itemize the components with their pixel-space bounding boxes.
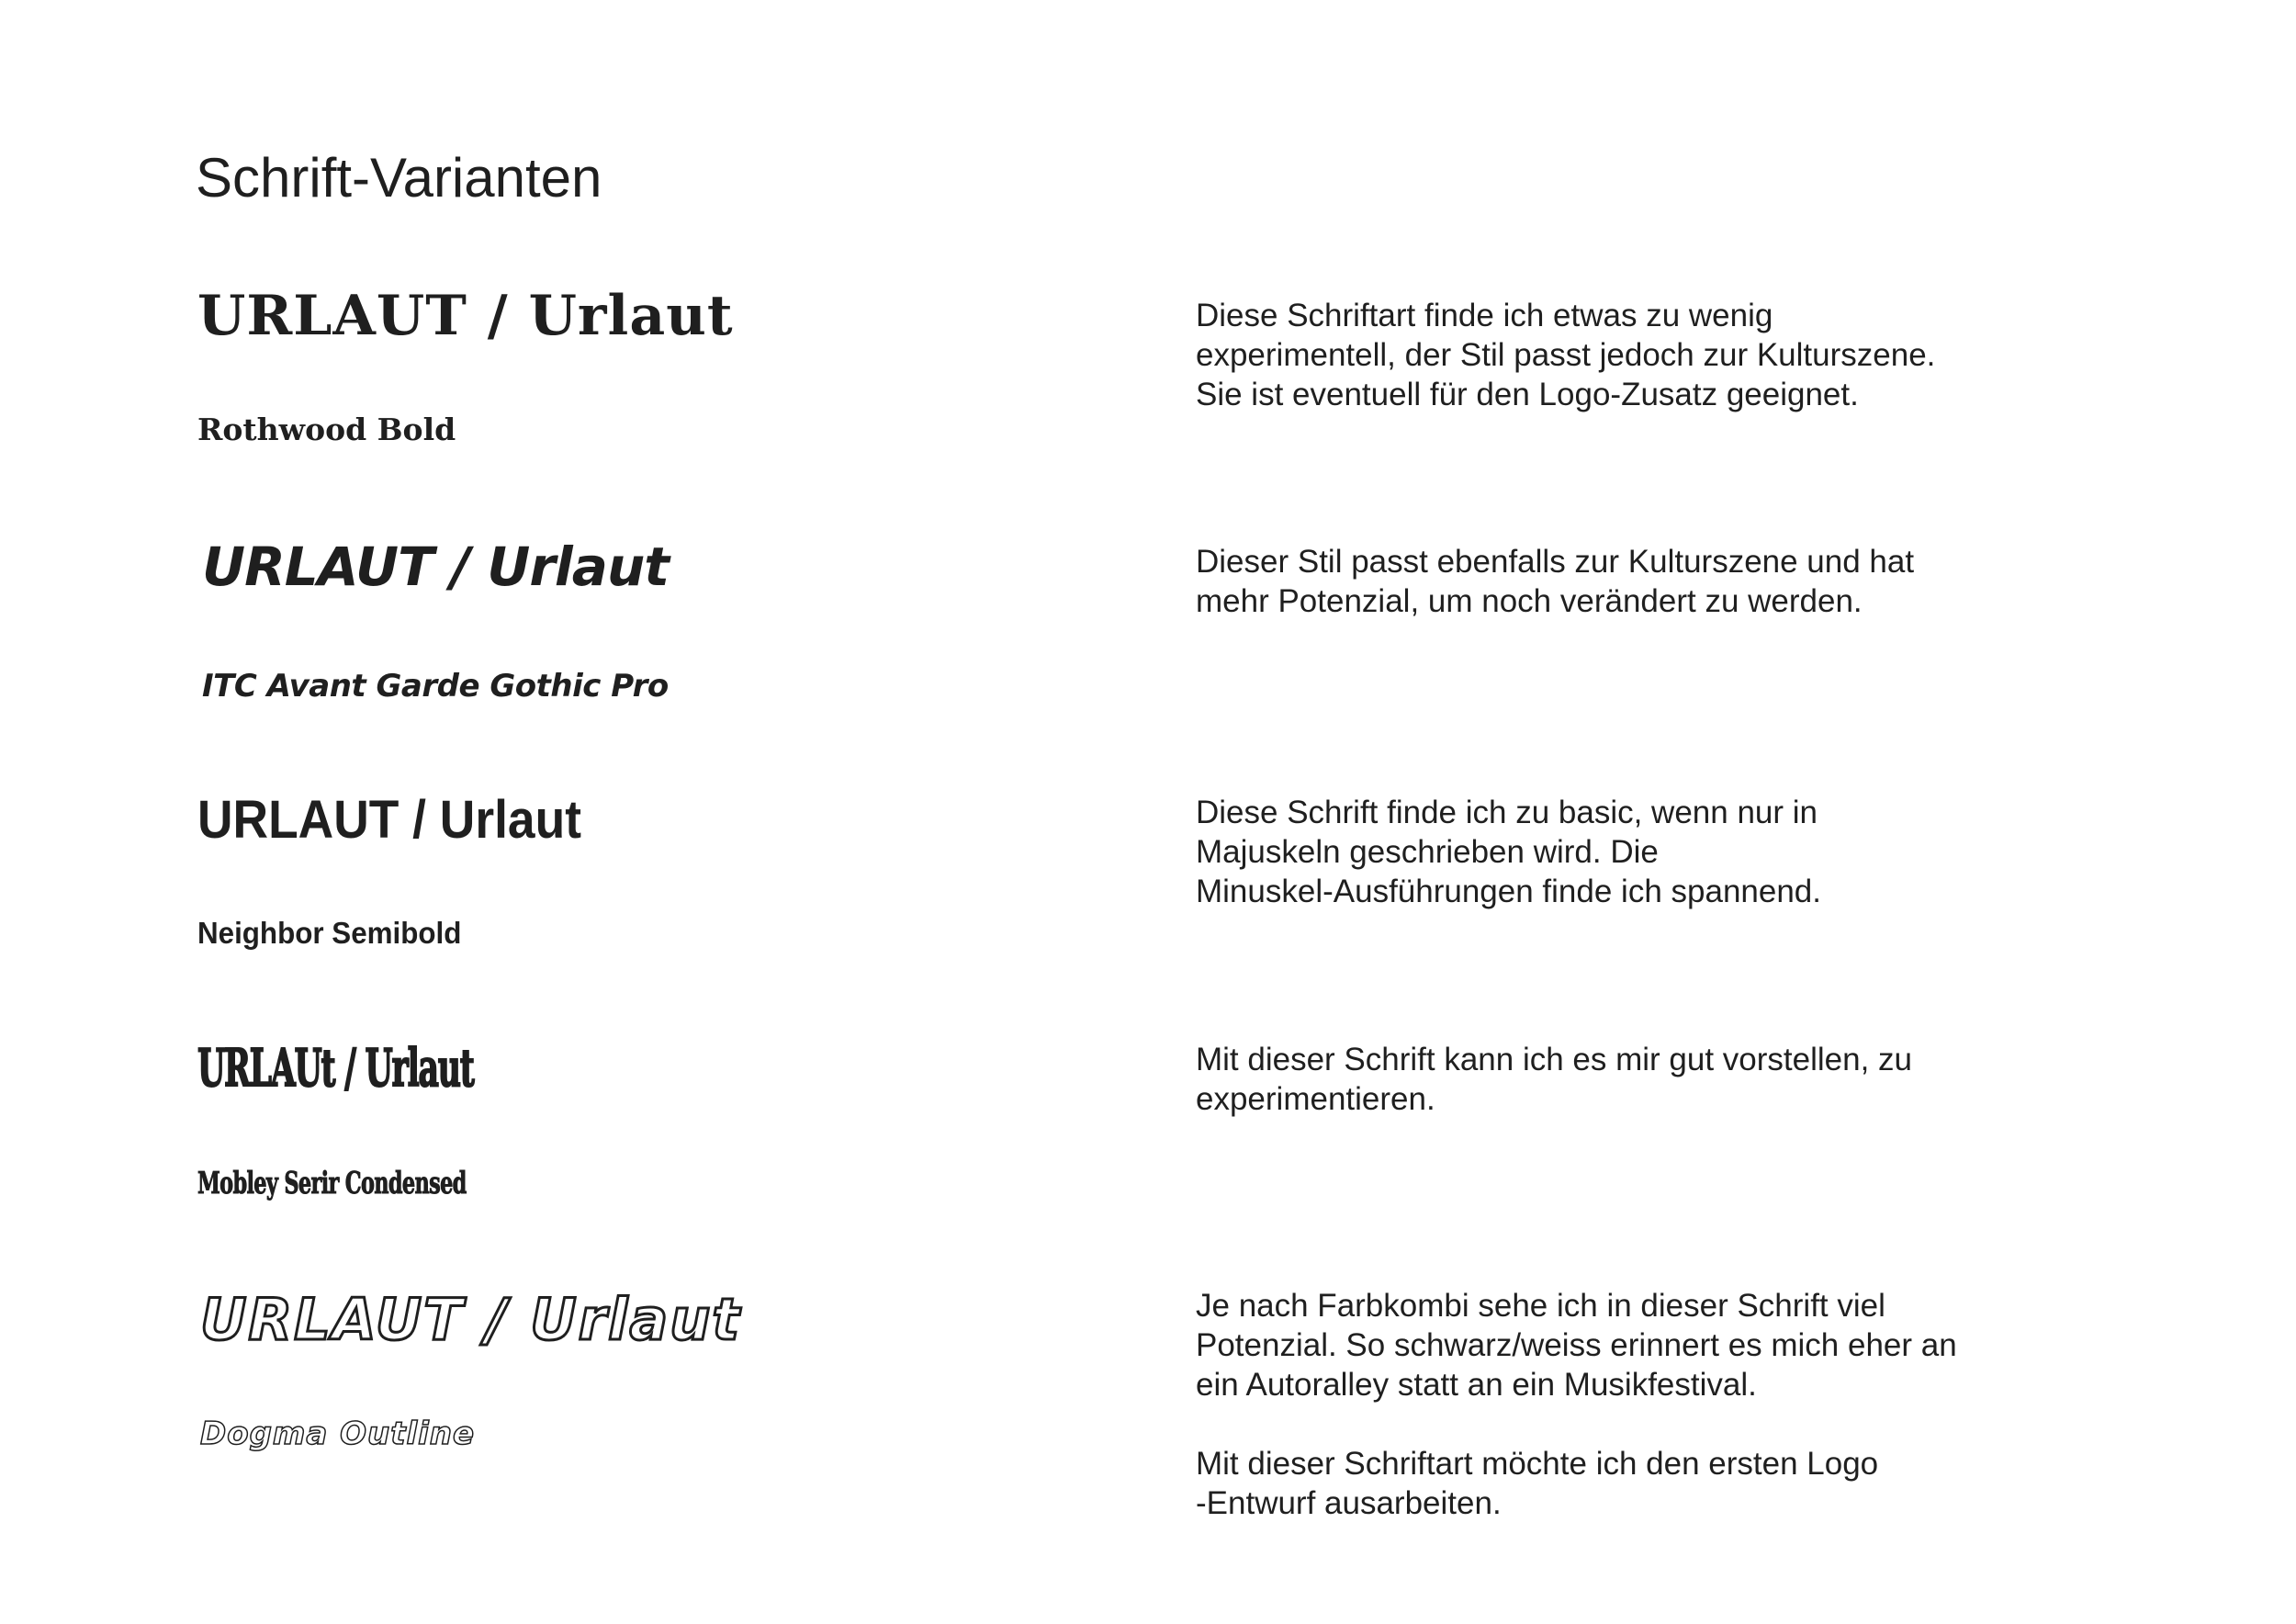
font-name-mobley: Mobley Serir Condensed <box>197 1165 467 1201</box>
font-sample-rothwood: URLAUT / Urlaut <box>197 284 734 348</box>
font-comment-neighbor: Diese Schrift finde ich zu basic, wenn nur in Majuskeln geschrieben wird. Die Minuskel-Ausführungen finde ich spannend. <box>1196 795 1821 909</box>
font-name-dogma: Dogma Outline <box>200 1415 476 1452</box>
font-comment-rothwood: Diese Schriftart finde ich etwas zu wenig experimentell, der Stil passt jedoch zur Kulturszene. Sie ist eventuell für den Logo-Zusatz geeignet. <box>1196 298 1936 412</box>
font-comment-mobley: Mit dieser Schrift kann ich es mir gut vorstellen, zu experimentieren. <box>1196 1042 1913 1117</box>
font-comment-avant-garde: Dieser Stil passt ebenfalls zur Kulturszene und hat mehr Potenzial, um noch verändert zu werden. <box>1196 544 1915 619</box>
font-sample-dogma: URLAUT / Urlaut <box>200 1286 742 1353</box>
font-sample-avant-garde: URLAUT / Urlaut <box>202 536 669 598</box>
font-comment-dogma: Je nach Farbkombi sehe ich in dieser Schrift viel Potenzial. So schwarz/weiss erinnert es mich eher an ein Autoralley statt an ein Musikfestival. Mit dieser Schriftart möchte ich den ersten Logo -Entwurf ausarbeiten. <box>1196 1288 1957 1521</box>
font-name-neighbor: Neighbor Semibold <box>197 916 462 950</box>
page-title: Schrift-Varianten <box>196 147 602 209</box>
font-sample-mobley: URLAUt / Urlaut <box>197 1038 474 1099</box>
font-name-rothwood: Rothwood Bold <box>197 412 456 447</box>
font-name-avant-garde: ITC Avant Garde Gothic Pro <box>202 668 669 705</box>
font-sample-neighbor: URLAUT / Urlaut <box>197 790 581 850</box>
